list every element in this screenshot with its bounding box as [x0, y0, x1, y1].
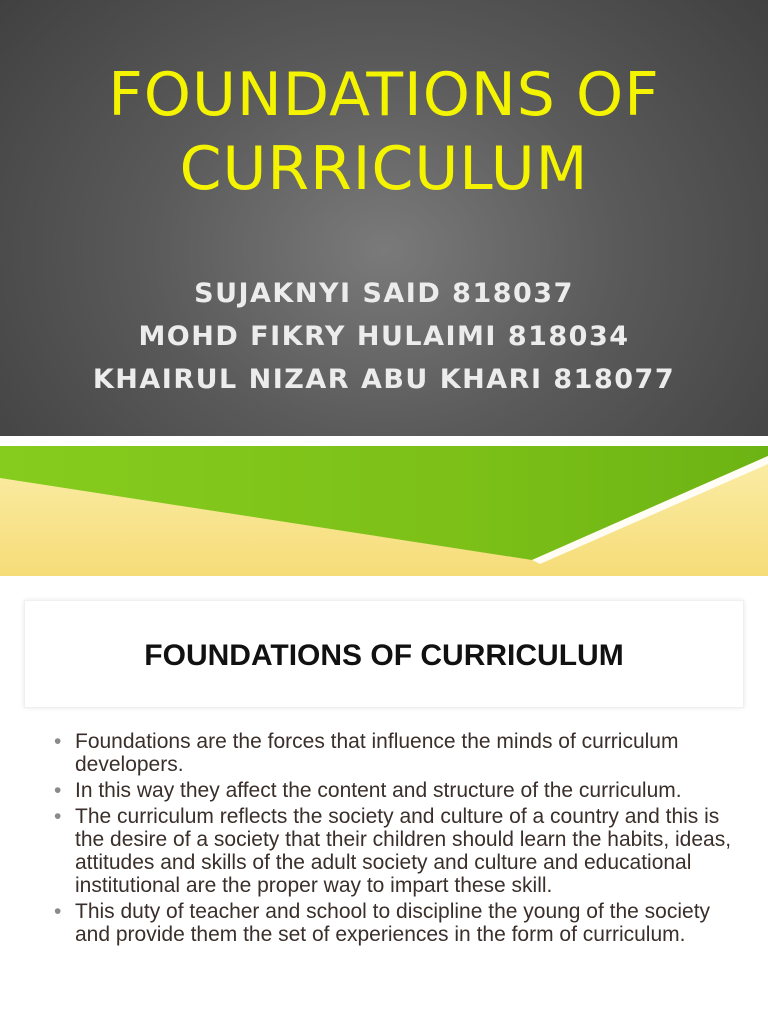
author-1: SUJAKNYI SAID 818037 [194, 278, 574, 309]
slide-title-line-1: FOUNDATIONS OF [108, 60, 660, 130]
bullet-text-2: In this way they affect the content and structure of the curriculum. [75, 779, 682, 802]
bullet-icon: • [54, 730, 62, 753]
bullet-list [54, 730, 744, 949]
slide-title [40, 58, 728, 206]
author-list [40, 272, 728, 401]
content-slide [0, 576, 768, 1024]
bullet-item-2 [54, 779, 744, 802]
bullet-icon: • [54, 900, 62, 923]
bullet-text-3: The curriculum reflects the society and culture of a country and this is the desire of a society that their children should learn the habits, ideas, attitudes and skills of the adult society and culture and educational institutional are the proper way to impart these skill. [75, 805, 732, 897]
bullet-item-3 [54, 805, 744, 897]
bullet-text-1: Foundations are the forces that influence the minds of curriculum developers. [75, 730, 679, 776]
bullet-icon: • [54, 779, 62, 802]
slide-title-line-2: CURRICULUM [179, 134, 589, 204]
author-2: MOHD FIKRY HULAIMI 818034 [138, 321, 630, 352]
content-title: FOUNDATIONS OF CURRICULUM [144, 639, 624, 672]
bullet-item-4 [54, 900, 744, 946]
bullet-text-4: This duty of teacher and school to discipline the young of the society and provide them the set of experiences in the form of curriculum. [75, 900, 711, 946]
decorative-band [0, 436, 768, 576]
bullet-item-1 [54, 730, 744, 776]
bullet-icon: • [54, 805, 62, 828]
content-title-box [24, 600, 744, 708]
author-3: KHAIRUL NIZAR ABU KHARI 818077 [92, 364, 676, 395]
